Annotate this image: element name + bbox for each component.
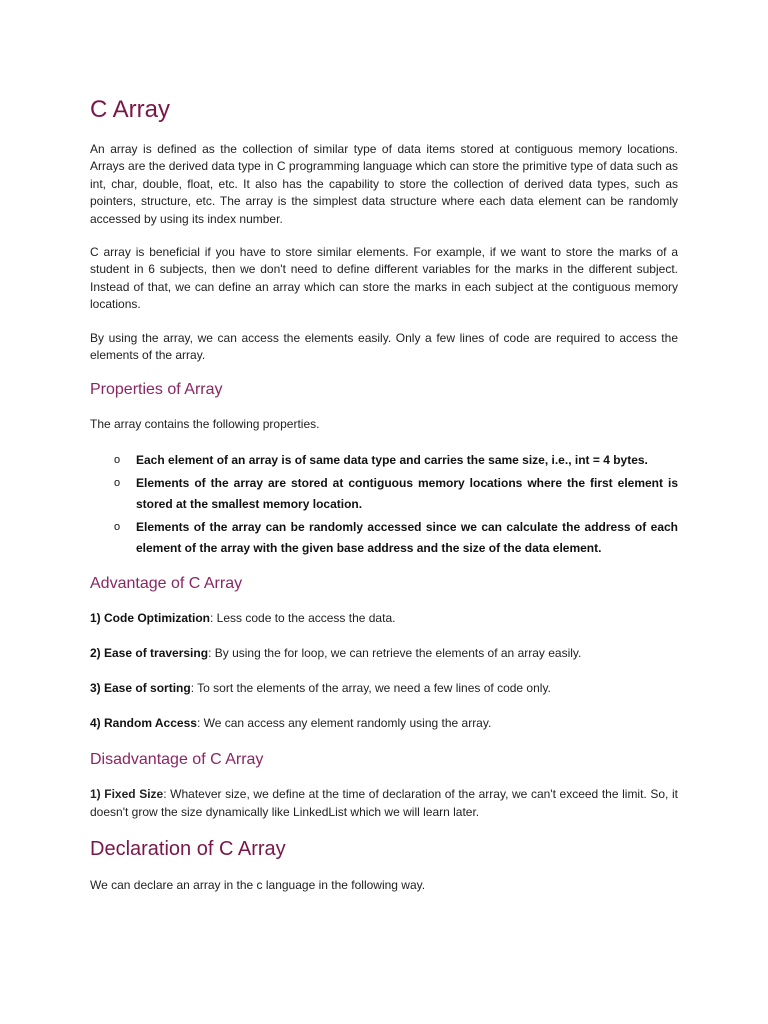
advantage-label: 1) Code Optimization [90, 611, 210, 626]
bullet-marker: o [114, 521, 121, 534]
advantage-label: 4) Random Access [90, 716, 197, 731]
advantage-text: : To sort the elements of the array, we need a few lines of code only. [190, 681, 551, 696]
page-title: C Array [90, 96, 171, 123]
properties-heading: Properties of Array [90, 381, 223, 399]
advantage-label: 3) Ease of sorting [90, 681, 191, 696]
list-item [90, 517, 678, 558]
advantage-item [90, 715, 678, 732]
properties-list [90, 450, 678, 559]
advantage-label: 2) Ease of traversing [90, 646, 209, 661]
declaration-text: We can declare an array in the c language in the following way. [90, 878, 426, 893]
properties-lead: The array contains the following properties. [90, 417, 320, 432]
list-item [90, 473, 678, 514]
advantage-text: : By using the for loop, we can retrieve the elements of an array easily. [208, 646, 582, 661]
advantage-text: : We can access any element randomly using the array. [196, 716, 492, 731]
list-item-text: Elements of the array can be randomly accessed since we can calculate the address of each element of the array with the given base address and the size of the data element. [136, 520, 678, 555]
advantage-text: : Less code to the access the data. [210, 611, 396, 626]
intro-paragraph-3: By using the array, we can access the elements easily. Only a few lines of code are required to access the elements of the array. [90, 330, 678, 363]
advantage-item [90, 645, 678, 662]
bullet-marker: o [114, 477, 121, 490]
list-item-text: Elements of the array are stored at contiguous memory locations where the first element is stored at the smallest memory location. [136, 476, 678, 511]
document-page [90, 96, 678, 911]
bullet-marker: o [114, 453, 121, 466]
advantages-heading: Advantage of C Array [90, 575, 243, 593]
intro-paragraph-1: An array is defined as the collection of similar type of data items stored at contiguous memory locations. Arrays are the derived data type in C programming language which can store the primitive type of data such as int, char, double, float, etc. It also has the capability to store the collection of derived data types, such as pointers, structure, etc. The array is the simplest data structure where each data element can be randomly accessed by using its index number. [90, 142, 678, 226]
declaration-heading: Declaration of C Array [90, 838, 286, 861]
list-item [90, 450, 678, 471]
disadvantage-label: 1) Fixed Size [90, 787, 164, 802]
disadvantages-heading: Disadvantage of C Array [90, 751, 264, 769]
disadvantage-item [90, 786, 678, 821]
advantage-item [90, 680, 678, 697]
list-item-text: Each element of an array is of same data type and carries the same size, i.e., int = 4 bytes. [136, 452, 648, 467]
advantage-item [90, 610, 678, 627]
disadvantage-text: : Whatever size, we define at the time of declaration of the array, we can't exceed the limit. So, it doesn't grow the size dynamically like LinkedList which we will learn later. [90, 787, 678, 819]
intro-paragraph-2: C array is beneficial if you have to store similar elements. For example, if we want to store the marks of a student in 6 subjects, then we don't need to define different variables for the marks in the different subject. Instead of that, we can define an array which can store the marks in each subject at the contiguous memory locations. [90, 245, 678, 312]
